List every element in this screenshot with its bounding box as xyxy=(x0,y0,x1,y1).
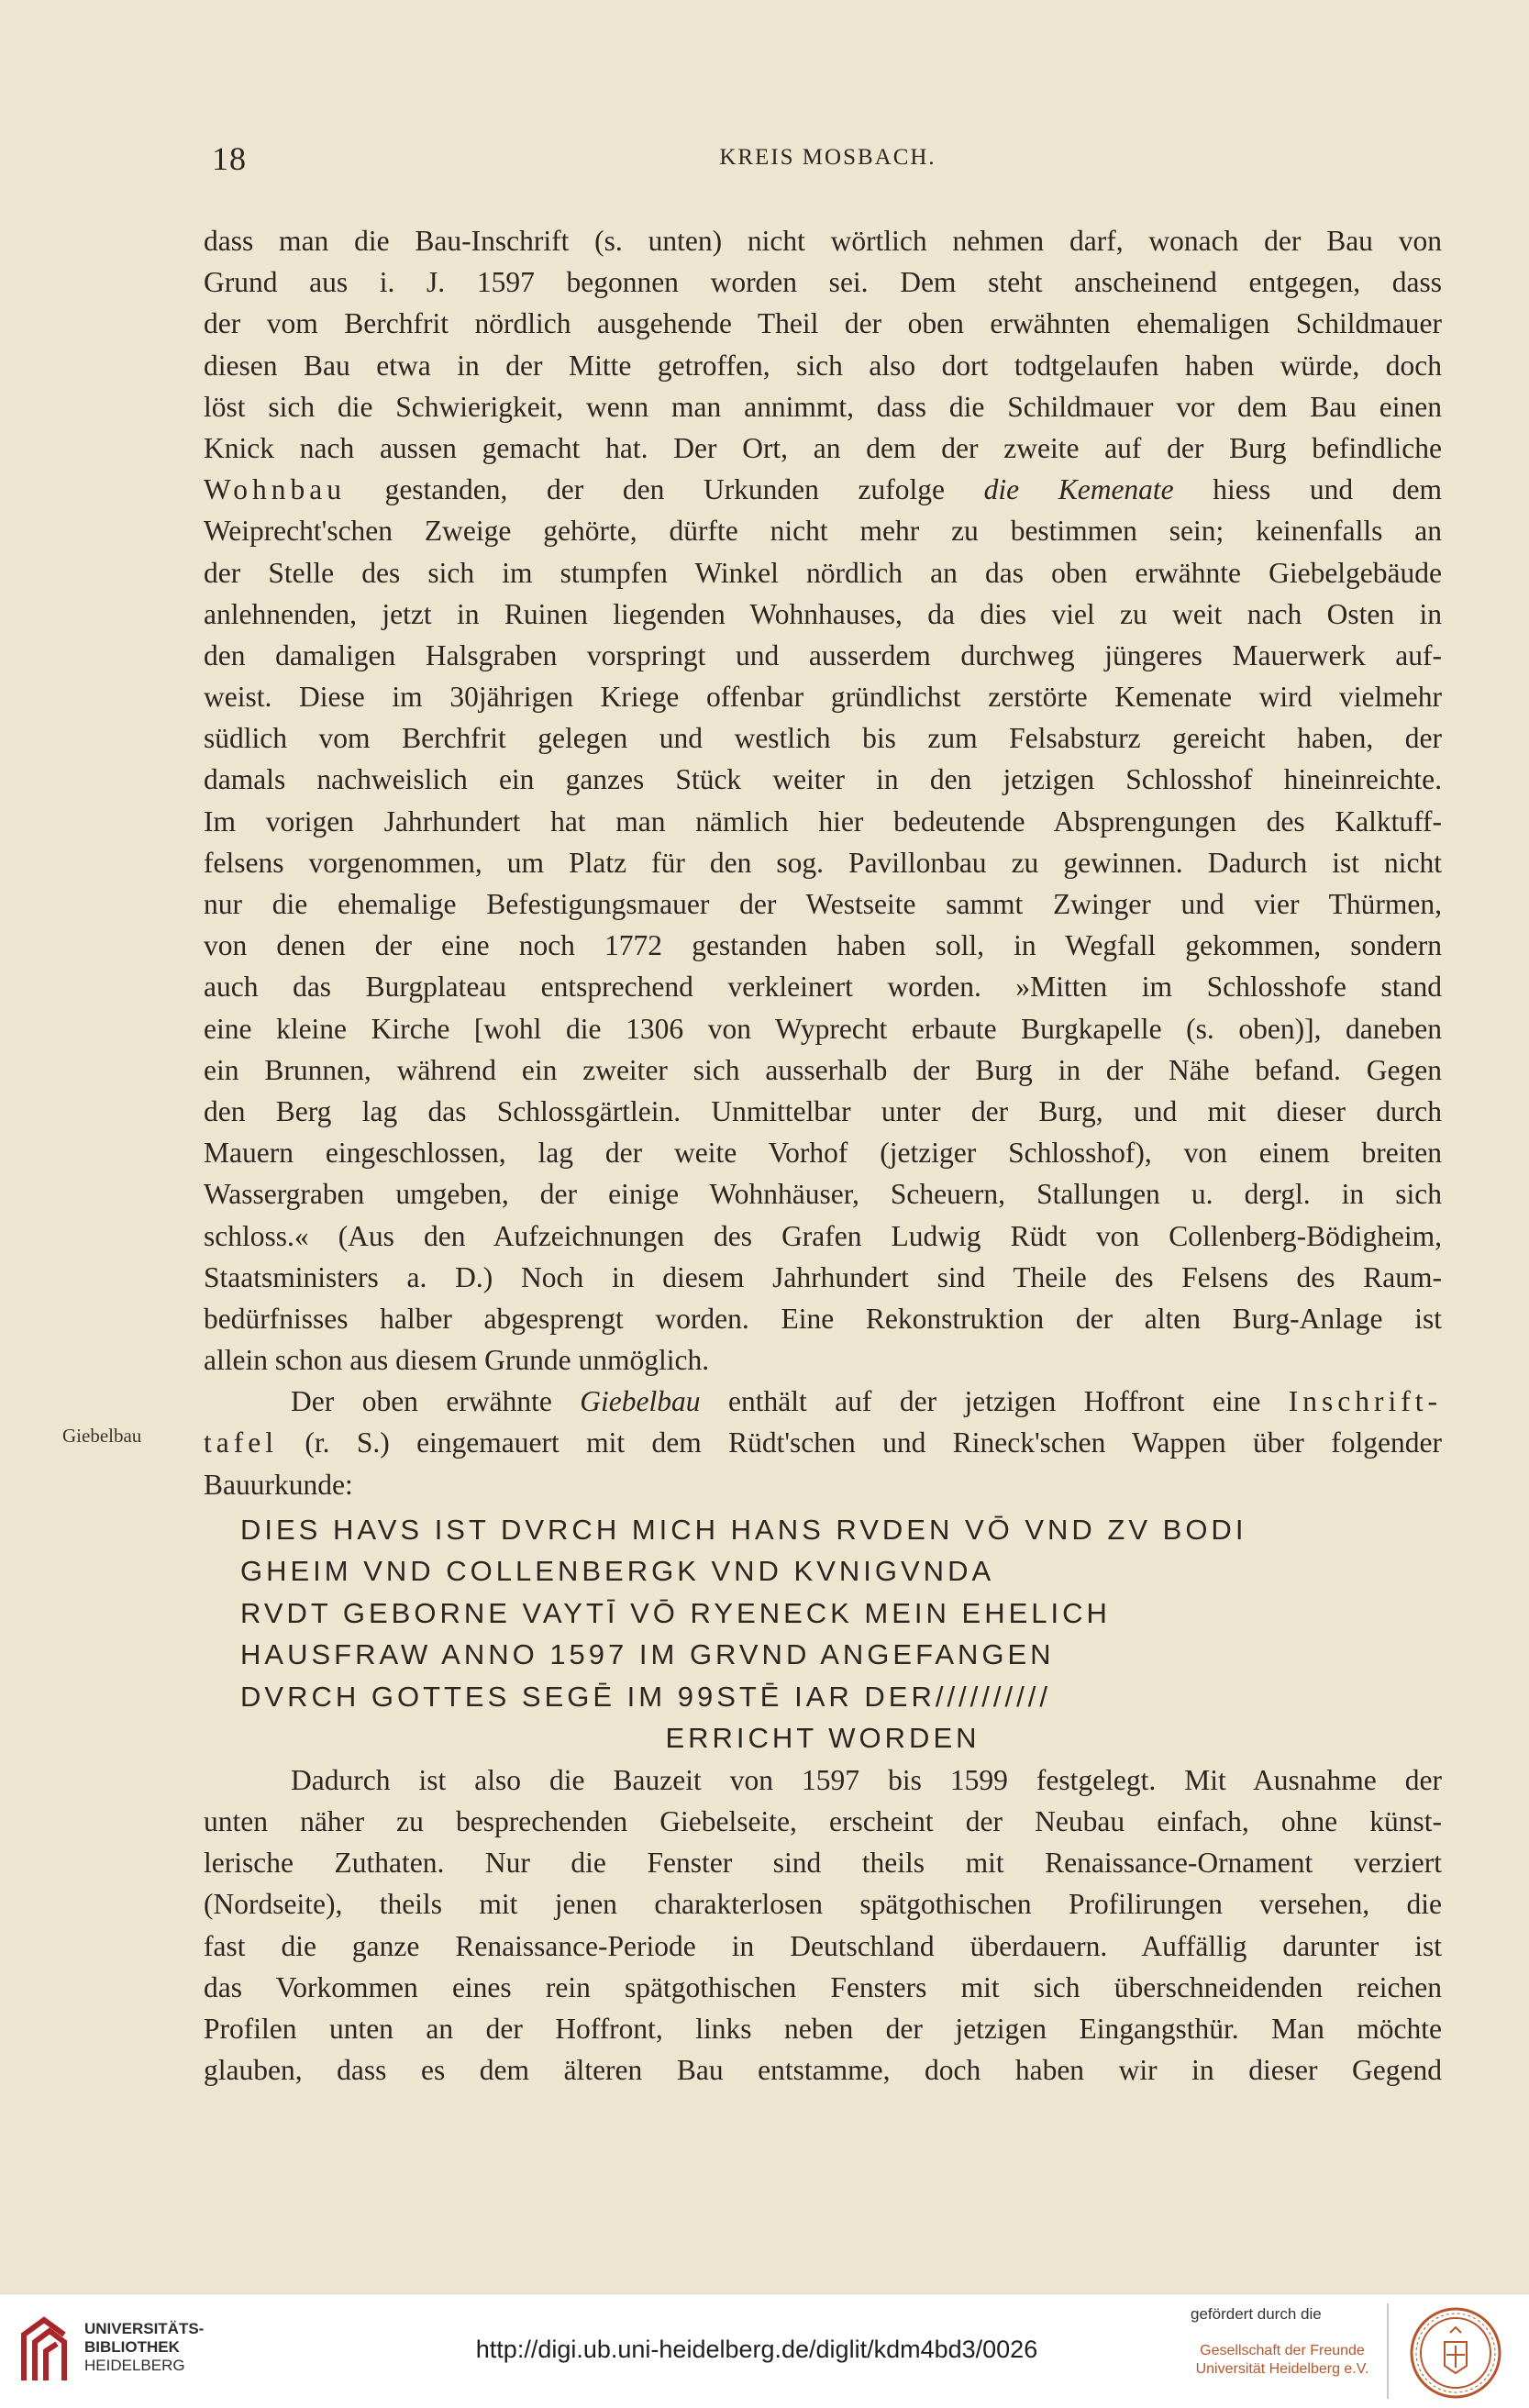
library-line: BIBLIOTHEK xyxy=(84,2338,180,2356)
text-line xyxy=(204,469,1442,510)
text-line: anlehnenden, jetzt in Ruinen liegenden Wohnhauses, da dies viel zu weit nach Osten in xyxy=(204,597,1442,630)
text-run: Der oben erwähnte xyxy=(291,1385,581,1418)
text-line: Knick nach aussen gemacht hat. Der Ort, an dem der zweite auf der Burg befindliche xyxy=(204,431,1442,464)
footer-bar xyxy=(0,2293,1529,2408)
text-line: das Vorkommen eines rein spätgothischen Fensters mit sich überschneidenden reichen xyxy=(204,1970,1442,2003)
inscription-line: DVRCH GOTTES SEGĒ IM 99STĒ IAR DER////////// xyxy=(240,1680,1051,1713)
spaced-term: Wohnbau xyxy=(204,473,346,506)
library-name xyxy=(84,2320,204,2375)
text-line: bedürfnisses halber abgesprengt worden. Eine Rekonstruktion der alten Burg-Anlage ist xyxy=(204,1302,1442,1335)
library-line: HEIDELBERG xyxy=(84,2357,185,2374)
italic-term: Giebelbau xyxy=(580,1385,701,1418)
text-line: Weiprecht'schen Zweige gehörte, dürfte nicht mehr zu bestimmen sein; keinenfalls an xyxy=(204,515,1442,548)
inscription-block xyxy=(204,1509,1442,1759)
text-line: Bauurkunde: xyxy=(204,1468,353,1501)
text-line: der vom Berchfrit nördlich ausgehende Theil der oben erwähnten ehemaligen Schildmauer xyxy=(204,307,1442,340)
inscription-line: GHEIM VND COLLENBERGK VND KVNIGVNDA xyxy=(240,1555,995,1588)
text-line: löst sich die Schwierigkeit, wenn man annimmt, dass die Schildmauer vor dem Bau einen xyxy=(204,390,1442,423)
body-text xyxy=(204,220,1442,2091)
text-line: nur die ehemalige Befestigungsmauer der Westseite sammt Zwinger und vier Thürmen, xyxy=(204,888,1442,920)
running-head xyxy=(206,139,1449,176)
library-line: UNIVERSITÄTS- xyxy=(84,2320,205,2337)
sponsor-line: Gesellschaft der Freunde xyxy=(1200,2343,1365,2358)
inscription-line: DIES HAVS IST DVRCH MICH HANS RVDEN VŌ VND ZV BODI xyxy=(240,1513,1247,1546)
spaced-term: tafel xyxy=(204,1426,278,1459)
text-line: fast die ganze Renaissance-Periode in Deutschland überdauern. Auffällig darunter ist xyxy=(204,1929,1442,1962)
text-line: ein Brunnen, während ein zweiter sich ausserhalb der Burg in der Nähe befand. Gegen xyxy=(204,1053,1442,1086)
text-line: den damaligen Halsgraben vorspringt und ausserdem durchweg jüngeres Mauerwerk auf- xyxy=(204,638,1442,671)
text-line: Profilen unten an der Hoffront, links neben der jetzigen Eingangsthür. Man möchte xyxy=(204,2012,1442,2045)
text-line: weist. Diese im 30jährigen Kriege offenbar gründlichst zerstörte Kemenate wird vielmehr xyxy=(204,681,1442,714)
sponsor-label: gefördert durch die xyxy=(1191,2305,1322,2323)
text-line: von denen der eine noch 1772 gestanden haben soll, in Wegfall gekommen, sondern xyxy=(204,929,1442,962)
text-line: auch das Burgplateau entsprechend verkleinert worden. »Mitten im Schlosshofe stand xyxy=(204,971,1442,1004)
text-line: Staatsministers a. D.) Noch in diesem Jahrhundert sind Theile des Felsens des Raum- xyxy=(204,1260,1442,1293)
text-line: Mauern eingeschlossen, lag der weite Vorhof (jetziger Schlosshof), von einem breiten xyxy=(204,1137,1442,1170)
page-number: 18 xyxy=(212,140,247,177)
text-line: unten näher zu besprechenden Giebelseite, erscheint der Neubau einfach, ohne künst- xyxy=(204,1805,1442,1837)
text-line xyxy=(204,1422,1442,1463)
divider xyxy=(1387,2303,1389,2399)
text-line: schloss.« (Aus den Aufzeichnungen des Grafen Ludwig Rüdt von Collenberg-Bödigheim, xyxy=(204,1219,1442,1252)
italic-term: die Kemenate xyxy=(983,473,1174,506)
text-line: diesen Bau etwa in der Mitte getroffen, sich also dort todtgelaufen haben würde, doch xyxy=(204,349,1442,382)
margin-note: Giebelbau xyxy=(62,1425,142,1447)
text-line: Dadurch ist also die Bauzeit von 1597 bis 1599 festgelegt. Mit Ausnahme der xyxy=(291,1763,1442,1796)
university-library-logo-icon xyxy=(17,2314,73,2388)
inscription-line: RVDT GEBORNE VAYTĪ VŌ RYENECK MEIN EHELICH xyxy=(240,1596,1111,1629)
text-run: gestanden, der den Urkunden zufolge xyxy=(345,473,984,506)
spaced-term: Inschrift- xyxy=(1288,1385,1442,1418)
sponsor-line: Universität Heidelberg e.V. xyxy=(1195,2361,1369,2377)
text-line xyxy=(204,1381,1442,1422)
text-line: Im vorigen Jahrhundert hat man nämlich hier bedeutende Absprengungen des Kalktuff- xyxy=(204,805,1442,838)
text-line: dass man die Bau-Inschrift (s. unten) nicht wörtlich nehmen darf, wonach der Bau von xyxy=(204,225,1442,257)
text-line: Grund aus i. J. 1597 begonnen worden sei. Dem steht anscheinend entgegen, dass xyxy=(204,266,1442,299)
text-line: den Berg lag das Schlossgärtlein. Unmittelbar unter der Burg, und mit dieser durch xyxy=(204,1094,1442,1127)
text-run: hiess und dem xyxy=(1173,473,1442,506)
inscription-line: HAUSFRAW ANNO 1597 IM GRVND ANGEFANGEN xyxy=(240,1638,1055,1671)
text-line: südlich vom Berchfrit gelegen und westlich bis zum Felsabsturz gereicht haben, der xyxy=(204,722,1442,755)
text-line: glauben, dass es dem älteren Bau entstamme, doch haben wir in dieser Gegend xyxy=(204,2054,1442,2087)
text-line: felsens vorgenommen, um Platz für den sog. Pavillonbau zu gewinnen. Dadurch ist nicht xyxy=(204,846,1442,879)
text-line: lerische Zuthaten. Nur die Fenster sind theils mit Renaissance-Ornament verziert xyxy=(204,1847,1442,1880)
text-run: (r. S.) eingemauert mit dem Rüdt'schen und Rineck'schen Wappen über folgender xyxy=(277,1426,1442,1459)
text-line: eine kleine Kirche [wohl die 1306 von Wyprecht erbaute Burgkapelle (s. oben)], daneben xyxy=(204,1012,1442,1045)
sponsor-name xyxy=(1191,2342,1374,2379)
text-line: der Stelle des sich im stumpfen Winkel nördlich an das oben erwähnte Giebelgebäude xyxy=(204,556,1442,589)
text-line: (Nordseite), theils mit jenen charakterlosen spätgothischen Profilirungen versehen, die xyxy=(204,1888,1442,1921)
text-line: damals nachweislich ein ganzes Stück weiter in den jetzigen Schlosshof hineinreichte. xyxy=(204,763,1442,796)
university-seal-icon xyxy=(1408,2305,1503,2401)
text-line: Wassergraben umgeben, der einige Wohnhäuser, Scheuern, Stallungen u. dergl. in sich xyxy=(204,1178,1442,1211)
inscription-line: ERRICHT WORDEN xyxy=(665,1722,981,1755)
text-line: allein schon aus diesem Grunde unmöglich. xyxy=(204,1344,710,1377)
document-url[interactable]: http://digi.ub.uni-heidelberg.de/diglit/kdm4bd3/0026 xyxy=(475,2336,1038,2363)
text-run: enthält auf der jetzigen Hoffront eine xyxy=(700,1385,1289,1418)
running-title: KREIS MOSBACH. xyxy=(719,145,936,170)
